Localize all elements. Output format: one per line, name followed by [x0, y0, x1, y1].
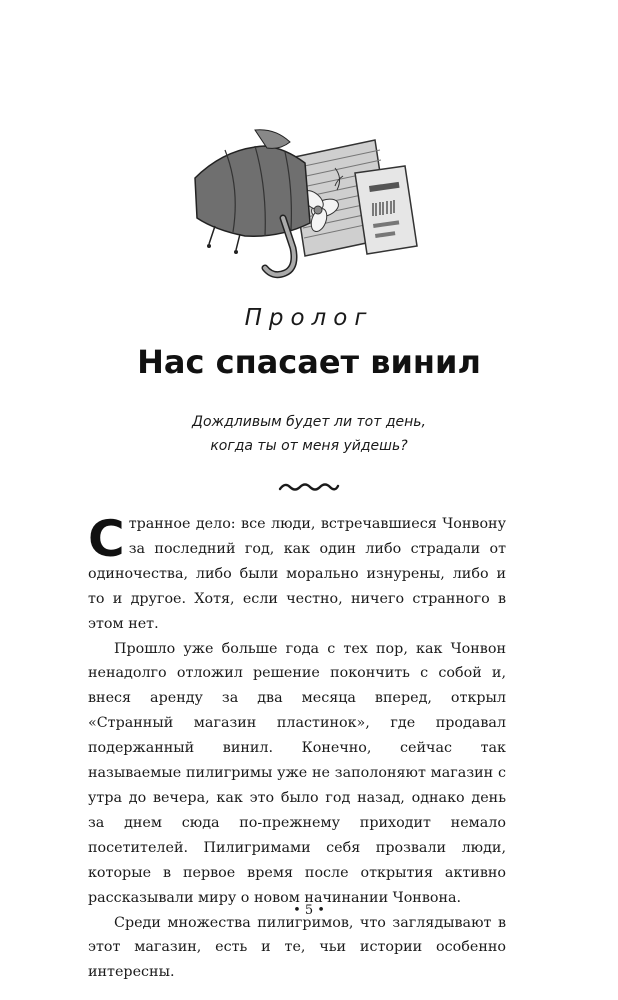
- paragraph: Прошло уже больше года с тех пор, как Чонвон ненадолго отложил решение покончить с собой и, внеся аренду за два месяца вперед, открыл «Странный магазин пластинок», где продавал подержанный винил. Конечно, сейчас так называемые пилигримы уже не заполоняют магазин с утра до вечера, как это было год назад, однако день за днем сюда по-прежнему приходит немало посетителей. Пилигримами себя прозвали люди, которые в первое время после открытия активно рассказывали миру о новом начинании Чонвона.: [88, 640, 506, 906]
- epigraph-line: Дождливым будет ли тот день,: [192, 414, 426, 430]
- wave-ornament-icon: [278, 480, 340, 494]
- epigraph-line: когда ты от меня уйдешь?: [210, 438, 408, 454]
- ticket-icon: [355, 166, 417, 254]
- chapter-label: Пролог: [244, 305, 374, 331]
- chapter-title: Нас спасает винил: [137, 343, 481, 381]
- paragraph: Среди множества пилигримов, что заглядывают в этот магазин, есть и те, чьи истории особенно интересны.: [88, 914, 506, 981]
- page-number: • 5 •: [293, 903, 325, 918]
- paragraph: [88, 512, 506, 637]
- umbrella-and-tickets-illustration: [185, 128, 435, 293]
- epigraph: [0, 410, 618, 458]
- paragraph-text: транное дело: все люди, встречавшиеся Чонвону за последний год, как один либо страдали от одиночества, либо были морально изнурены, либо и то и другое. Хотя, если честно, ничего странного в этом нет.: [88, 516, 506, 632]
- drop-cap: С: [88, 510, 125, 568]
- umbrella-icon: [195, 130, 310, 275]
